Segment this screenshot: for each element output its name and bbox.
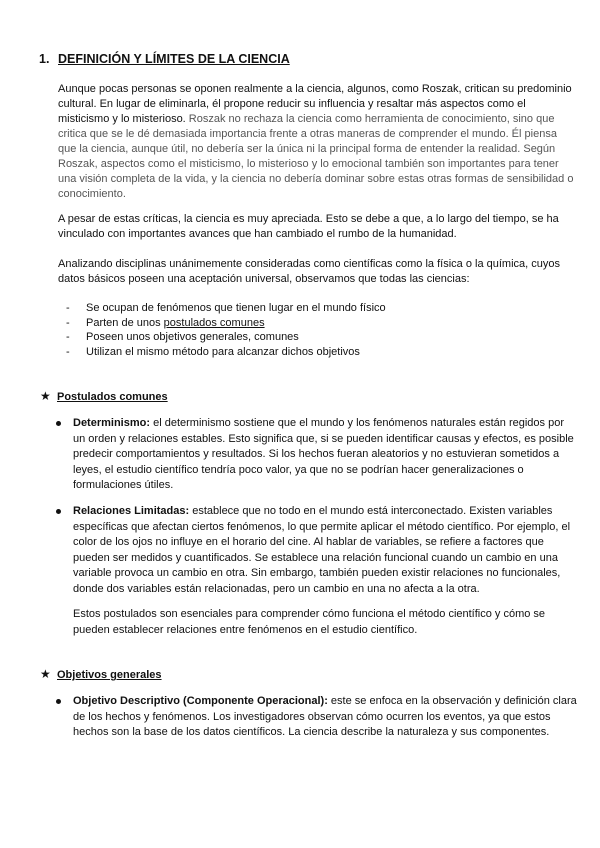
objetivos-heading-text: Objetivos generales	[57, 669, 162, 681]
sciences-list	[66, 301, 386, 359]
bullet-dot-icon	[56, 699, 61, 704]
intro-paragraph	[58, 82, 574, 202]
star-icon: ★	[40, 389, 51, 403]
list-item-text: Parten de unos	[86, 316, 164, 329]
relaciones-bullet	[56, 504, 578, 597]
relaciones-label: Relaciones Limitadas:	[73, 505, 190, 517]
relaciones-text: establece que no todo en el mundo está interconectado. Existen variables específicas que afectan ciertos fenómenos, lo que permite aplicar el método científico. Por ejemplo, el color de los ojos no influye en el horario del cine. Al hablar de variables, se refiere a factores que pueden ser medidos y cuantificados. Se establece una relación funcional cuando un cambio en una variable provoca un cambio en otra. Sin embargo, también pueden existir relaciones no funcionales, donde dos variables están relacionadas, pero un cambio en una no afecta a la otra.	[73, 505, 571, 595]
disciplines-paragraph: Analizando disciplinas unánimemente consideradas como científicas como la física o la química, cuyos datos básicos poseen una aceptación universal, observamos que todas las ciencias:	[58, 258, 560, 285]
postulados-closing: Estos postulados son esenciales para comprender cómo funciona el método científico y cómo se pueden establecer relaciones entre fenómenos en el estudio científico.	[73, 608, 546, 636]
determinismo-text: el determinismo sostiene que el mundo y los fenómenos naturales están regidos por un orden y relaciones estables. Esto significa que, si se pueden identificar causas y efectos, es posible predecir comportamientos y resultados. Si los hechos fueran aleatorios y no estuvieran sometidos a leyes, el estudio científico tendría poco valor, ya que no se podrían hacer generalizaciones o formulaciones útiles.	[73, 417, 574, 491]
section-title: DEFINICIÓN Y LÍMITES DE LA CIENCIA	[58, 52, 290, 66]
descriptivo-label: Objetivo Descriptivo (Componente Operacional):	[73, 695, 328, 707]
determinismo-bullet	[56, 416, 578, 494]
postulados-heading-text: Postulados comunes	[57, 391, 168, 403]
postulados-link[interactable]: postulados comunes	[163, 316, 265, 329]
descriptivo-bullet	[56, 694, 578, 741]
star-icon: ★	[40, 667, 51, 681]
intro-text-gray: Roszak no rechaza la ciencia como herramienta de conocimiento, sino que critica que se le dé demasiada importancia frente a otras maneras de comprender el mundo. Él piensa que la ciencia, aunque útil, no debería ser la única ni la principal forma de entender la realidad. Según Roszak, aspectos como el misticismo, lo misterioso y lo emocional también son importantes para tener una visión completa de la vida, y la ciencia no debería dominar sobre estas otras formas de sensibilidad o conocimiento.	[58, 113, 574, 200]
list-item	[66, 301, 386, 316]
list-item	[66, 330, 386, 345]
list-item	[66, 316, 386, 331]
bullet-text	[73, 504, 578, 597]
intro-text-dark: Aunque pocas personas se oponen realmente a la ciencia, algunos, como Roszak, critican su predominio cultural. En lugar de eliminarla, él propone reducir su influencia y resaltar más aspectos como el misticismo y lo misterioso.	[58, 83, 572, 125]
list-item	[66, 345, 386, 360]
appreciation-paragraph: A pesar de estas críticas, la ciencia es muy apreciada. Esto se debe a que, a lo largo del tiempo, se ha vinculado con importantes avances que han cambiado el rumbo de la humanidad.	[58, 213, 559, 240]
bullet-dot-icon	[56, 421, 61, 426]
dash-marker: -	[66, 316, 70, 329]
list-item-text: Se ocupan de fenómenos que tienen lugar en el mundo físico	[86, 302, 386, 314]
determinismo-label: Determinismo:	[73, 417, 151, 429]
dash-marker: -	[66, 345, 70, 358]
section-number: 1.	[39, 52, 50, 66]
descriptivo-text: este se enfoca en la observación y definición clara de los hechos y fenómenos. Los investigadores observan cómo ocurren los eventos, ya que estos hechos son la base de los datos científicos. La ciencia describe la naturaleza y sus componentes.	[73, 695, 577, 738]
list-item-text: Utilizan el mismo método para alcanzar dichos objetivos	[86, 345, 360, 358]
bullet-text	[73, 416, 578, 494]
objetivos-heading	[40, 667, 162, 681]
dash-marker: -	[66, 302, 70, 314]
bullet-dot-icon	[56, 509, 61, 514]
list-item-text: Poseen unos objetivos generales, comunes	[86, 331, 299, 343]
dash-marker: -	[66, 331, 70, 343]
postulados-heading	[40, 389, 168, 403]
bullet-text	[73, 694, 578, 741]
section-heading	[39, 52, 290, 66]
